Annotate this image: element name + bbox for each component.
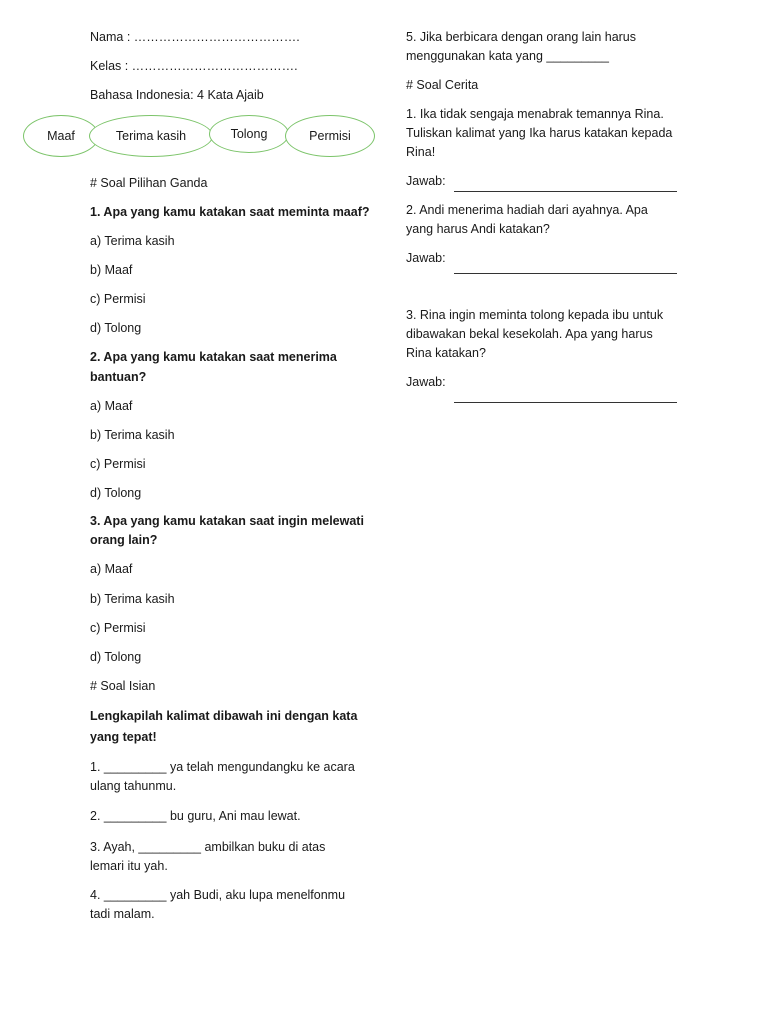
option: c) Permisi <box>90 621 146 635</box>
magic-word-tolong <box>209 115 289 153</box>
option: a) Maaf <box>90 562 133 576</box>
isian-item-1-line1: 1. _________ ya telah mengundangku ke acara <box>90 760 355 774</box>
option: d) Tolong <box>90 486 142 500</box>
cerita-1-line1: 1. Ika tidak sengaja menabrak temannya Rina. <box>406 107 664 121</box>
cerita-1-answer-label: Jawab: <box>406 174 446 188</box>
magic-word-label: Maaf <box>47 129 75 143</box>
option: a) Terima kasih <box>90 234 175 248</box>
isian-instruction-line2: yang tepat! <box>90 730 157 744</box>
option: b) Terima kasih <box>90 428 175 442</box>
isian-item-4-line1: 4. _________ yah Budi, aku lupa menelfonmu <box>90 888 346 902</box>
isian-item-2-line1: 2. _________ bu guru, Ani mau lewat. <box>90 809 301 823</box>
question-1: 1. Apa yang kamu katakan saat meminta maaf? <box>90 205 370 219</box>
question-2-line2: bantuan? <box>90 370 147 384</box>
isian-item-5-line2: menggunakan kata yang _________ <box>406 49 609 63</box>
cerita-3-answer-label: Jawab: <box>406 375 446 389</box>
answer-line-3[interactable] <box>454 402 677 403</box>
magic-word-label: Tolong <box>230 127 268 141</box>
question-3-line2: orang lain? <box>90 533 158 547</box>
isian-item-5-line1: 5. Jika berbicara dengan orang lain harus <box>406 30 637 44</box>
isian-item-3-line2: lemari itu yah. <box>90 859 168 873</box>
kelas-field: Kelas : …………………………………. <box>90 59 298 73</box>
cerita-2-line2: yang harus Andi katakan? <box>406 222 550 236</box>
question-2-line1: 2. Apa yang kamu katakan saat menerima <box>90 350 337 364</box>
magic-word-maaf <box>23 115 99 157</box>
magic-word-label: Terima kasih <box>115 129 187 143</box>
option: c) Permisi <box>90 457 146 471</box>
magic-word-terima-kasih <box>89 115 213 157</box>
option: c) Permisi <box>90 292 146 306</box>
option: d) Tolong <box>90 650 142 664</box>
answer-line-1[interactable] <box>454 191 677 192</box>
subject-title: Bahasa Indonesia: 4 Kata Ajaib <box>90 88 264 102</box>
magic-word-label: Permisi <box>309 129 351 143</box>
cerita-1-line3: Rina! <box>406 145 436 159</box>
question-3-line1: 3. Apa yang kamu katakan saat ingin melewati <box>90 514 364 528</box>
option: d) Tolong <box>90 321 142 335</box>
option: b) Maaf <box>90 263 133 277</box>
section-heading-isian: # Soal Isian <box>90 679 156 693</box>
section-heading-cerita: # Soal Cerita <box>406 78 479 92</box>
option: a) Maaf <box>90 399 133 413</box>
cerita-1-line2: Tuliskan kalimat yang Ika harus katakan kepada <box>406 126 673 140</box>
option: b) Terima kasih <box>90 592 175 606</box>
answer-line-2[interactable] <box>454 273 677 274</box>
section-heading-pilihan-ganda: # Soal Pilihan Ganda <box>90 176 208 190</box>
magic-word-permisi <box>285 115 375 157</box>
cerita-2-answer-label: Jawab: <box>406 251 446 265</box>
cerita-3-line2: dibawakan bekal kesekolah. Apa yang harus <box>406 327 653 341</box>
cerita-3-line3: Rina katakan? <box>406 346 486 360</box>
cerita-2-line1: 2. Andi menerima hadiah dari ayahnya. Apa <box>406 203 648 217</box>
isian-item-4-line2: tadi malam. <box>90 907 155 921</box>
isian-item-1-line2: ulang tahunmu. <box>90 779 177 793</box>
isian-instruction-line1: Lengkapilah kalimat dibawah ini dengan kata <box>90 709 358 723</box>
nama-field: Nama : …………………………………. <box>90 30 300 44</box>
isian-item-3-line1: 3. Ayah, _________ ambilkan buku di atas <box>90 840 326 854</box>
cerita-3-line1: 3. Rina ingin meminta tolong kepada ibu untuk <box>406 308 664 322</box>
